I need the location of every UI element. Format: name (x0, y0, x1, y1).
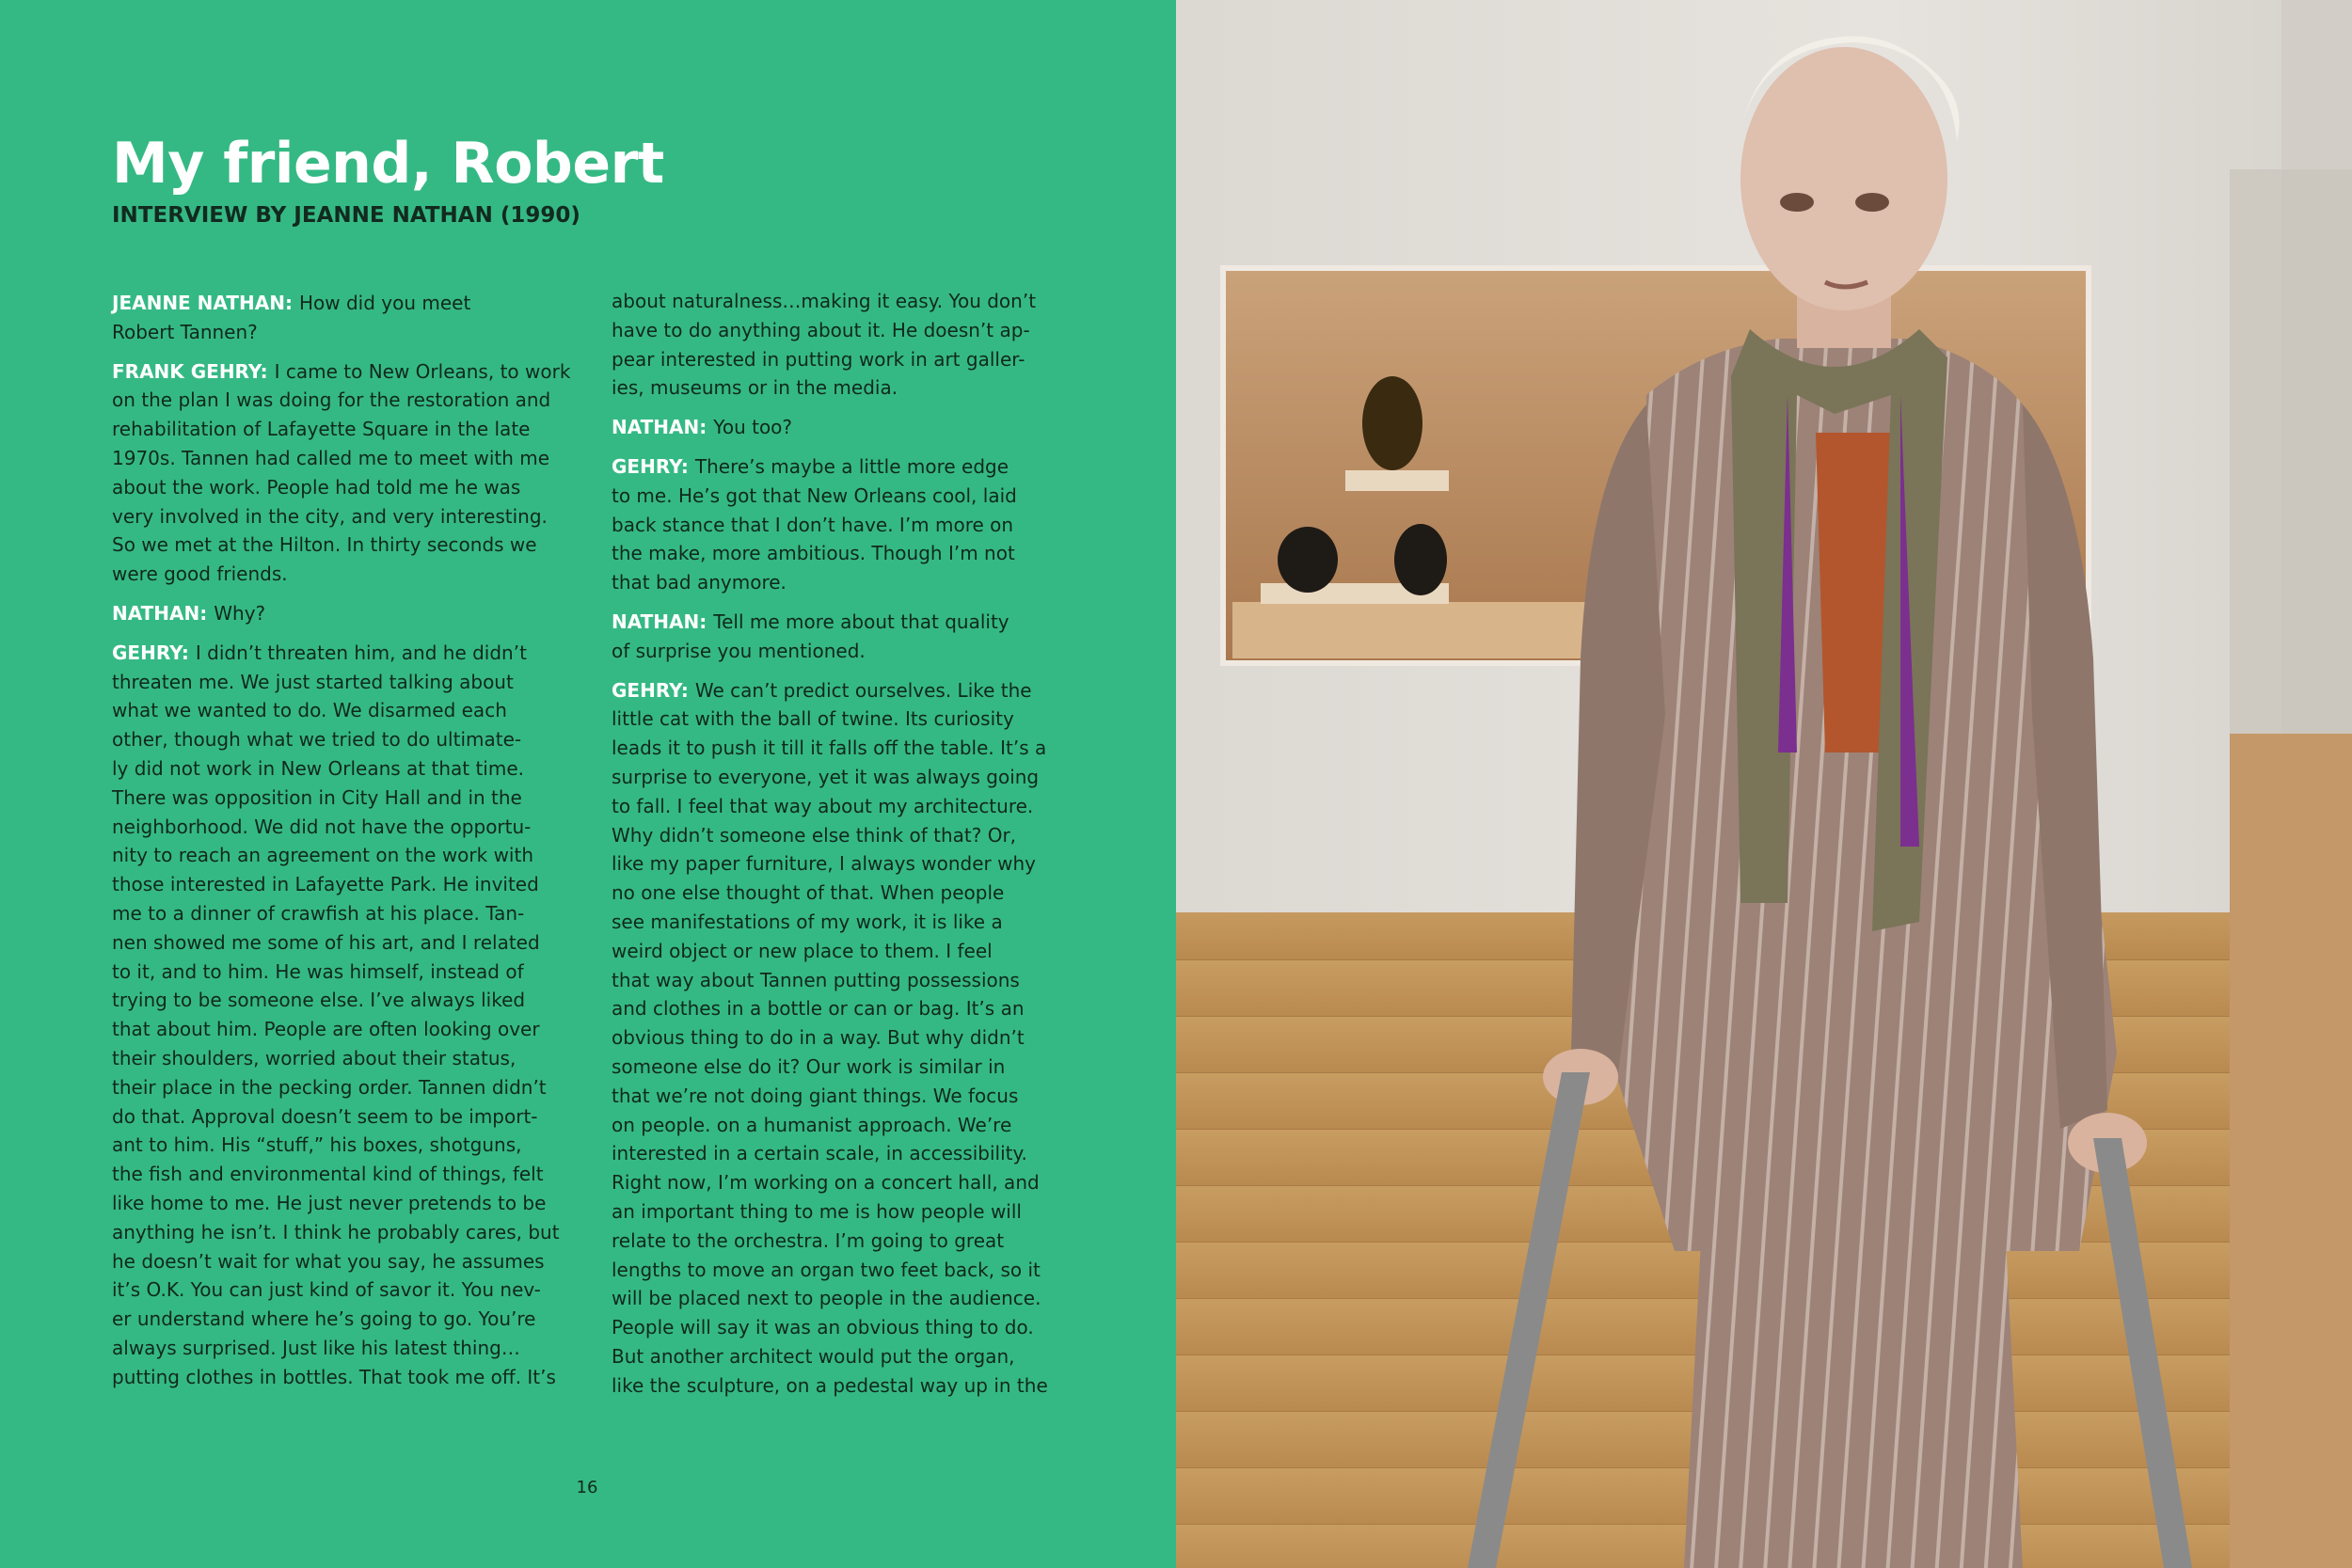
line-text: about naturalness…making it easy. You don’t (612, 290, 1037, 312)
text-line (112, 357, 571, 387)
interview-paragraph (112, 357, 571, 589)
text-line (112, 560, 564, 589)
speaker-label: FRANK GEHRY: (112, 359, 268, 383)
text-line (112, 986, 564, 1015)
text-line (612, 1082, 1063, 1111)
line-text: their shoulders, worried about their status, (112, 1046, 516, 1069)
text-line (612, 1284, 1063, 1313)
line-text: the fish and environmental kind of things, felt (112, 1163, 544, 1186)
text-line (612, 879, 1063, 908)
text-line (612, 373, 1063, 403)
line-text: me to a dinner of crawfish at his place. Tan- (112, 901, 525, 925)
line-text: on the plan I was doing for the restoration and (112, 388, 551, 412)
line-text: surprise to everyone, yet it was always going (612, 765, 1040, 788)
line-text: Why didn’t someone else think of that? Or, (612, 823, 1017, 847)
interview-paragraph (612, 452, 1063, 597)
text-line (112, 668, 564, 697)
text-line (612, 1227, 1063, 1256)
text-line (612, 966, 1063, 995)
line-text: those interested in Lafayette Park. He invited (112, 873, 539, 896)
line-text: other, though what we tried to do ultimate- (112, 728, 522, 752)
text-line (112, 1131, 564, 1160)
text-line (112, 1073, 564, 1102)
text-line (112, 1102, 564, 1132)
line-text: rehabilitation of Lafayette Square in the late (112, 418, 531, 441)
speaker-label: NATHAN: (612, 610, 707, 633)
text-line (612, 511, 1063, 540)
text-line (112, 444, 564, 473)
text-line (612, 849, 1063, 879)
line-text: How did you meet (298, 292, 471, 314)
text-line (112, 1305, 564, 1334)
line-text: it’s O.K. You can just kind of savor it. You nev- (112, 1278, 541, 1302)
line-text: no one else thought of that. When people (612, 881, 1005, 905)
speaker-label: GEHRY: (112, 641, 189, 664)
text-line (112, 1334, 564, 1363)
page-subtitle: INTERVIEW BY JEANNE NATHAN (1990) (112, 203, 580, 228)
text-line (612, 1111, 1063, 1140)
text-line (612, 482, 1063, 511)
line-text: of surprise you mentioned. (612, 639, 866, 662)
text-line (112, 725, 564, 754)
text-line (112, 784, 564, 813)
interview-paragraph (112, 599, 564, 628)
text-line (612, 413, 1063, 442)
interview-paragraph (612, 413, 1063, 442)
text-line (112, 899, 564, 928)
line-text: neighborhood. We did not have the opportu- (112, 815, 532, 838)
text-column-1 (112, 289, 571, 1402)
line-text: nity to reach an agreement on the work with (112, 844, 534, 867)
line-text: to it, and to him. He was himself, instead of (112, 959, 524, 983)
text-line (612, 1342, 1063, 1371)
line-text: Why? (214, 601, 266, 625)
line-text: But another architect would put the organ, (612, 1344, 1015, 1368)
text-column-2 (612, 287, 1063, 1410)
line-text: have to do anything about it. He doesn’t ap- (612, 318, 1030, 341)
line-text: an important thing to me is how people will (612, 1199, 1022, 1223)
line-text: ies, museums or in the media. (612, 376, 898, 400)
line-text: There was opposition in City Hall and in the (112, 785, 522, 809)
page-title: My friend, Robert (112, 131, 664, 197)
line-text: very involved in the city, and very interesting. (112, 504, 548, 528)
text-line (112, 318, 564, 347)
speaker-label: NATHAN: (612, 416, 707, 439)
line-text: back stance that I don’t have. I’m more on (612, 513, 1014, 536)
interview-paragraph (612, 287, 1063, 403)
text-line (612, 568, 1063, 597)
line-text: to me. He’s got that New Orleans cool, laid (612, 483, 1017, 507)
line-text: So we met at the Hilton. In thirty seconds we (112, 533, 537, 557)
text-line (612, 676, 1063, 705)
line-text: that way about Tannen putting possessions (612, 968, 1020, 991)
line-text: to fall. I feel that way about my architecture. (612, 794, 1034, 817)
text-line (612, 1371, 1063, 1401)
text-line (612, 792, 1063, 821)
text-line (112, 1275, 564, 1305)
text-line (112, 1015, 564, 1044)
line-text: nen showed me some of his art, and I related (112, 930, 540, 954)
text-line (612, 637, 1063, 666)
line-text: weird object or new place to them. I feel (612, 939, 993, 962)
line-text: relate to the orchestra. I’m going to great (612, 1228, 1005, 1252)
line-text: see manifestations of my work, it is like a (612, 910, 1003, 933)
text-line (112, 754, 564, 784)
text-line (612, 1197, 1063, 1227)
line-text: that about him. People are often looking over (112, 1018, 540, 1041)
text-line (112, 1218, 564, 1247)
line-text: trying to be someone else. I’ve always liked (112, 989, 526, 1012)
line-text: always surprised. Just like his latest thing… (112, 1336, 520, 1359)
interview-paragraph (112, 639, 564, 1392)
text-line (612, 705, 1063, 734)
page-number: 16 (576, 1478, 598, 1497)
text-line (612, 734, 1063, 763)
portrait-photo (1176, 0, 2352, 1568)
text-line (612, 287, 1063, 316)
line-text: Tell me more about that quality (713, 610, 1009, 633)
text-line (612, 1313, 1063, 1342)
line-text: and clothes in a bottle or can or bag. It’s an (612, 997, 1025, 1021)
text-line (612, 1139, 1063, 1168)
line-text: interested in a certain scale, in accessibility. (612, 1142, 1027, 1165)
speaker-label: GEHRY: (612, 678, 689, 702)
text-line (612, 345, 1063, 374)
text-line (112, 1247, 564, 1276)
text-line (612, 908, 1063, 937)
speaker-label: JEANNE NATHAN: (112, 292, 293, 314)
text-line (112, 502, 564, 531)
line-text: like my paper furniture, I always wonder why (612, 852, 1037, 876)
text-line (612, 763, 1063, 792)
line-text: ly did not work in New Orleans at that time. (112, 756, 524, 780)
text-line (112, 473, 564, 502)
text-line (112, 386, 564, 415)
line-text: anything he isn’t. I think he probably cares, but (112, 1220, 560, 1243)
text-line (112, 870, 564, 899)
line-text: ant to him. His “stuff,” his boxes, shotguns, (112, 1133, 522, 1157)
text-line (612, 821, 1063, 850)
line-text: leads it to push it till it falls off the table. It’s a (612, 736, 1047, 760)
text-line (112, 639, 564, 668)
line-text: I came to New Orleans, to work (274, 359, 571, 383)
speaker-label: NATHAN: (112, 601, 208, 625)
line-text: obvious thing to do in a way. But why didn’t (612, 1026, 1025, 1050)
line-text: er understand where he’s going to go. You’re (112, 1307, 536, 1331)
text-line (112, 289, 564, 318)
line-text: someone else do it? Our work is similar in (612, 1054, 1006, 1078)
line-text: People will say it was an obvious thing to do. (612, 1316, 1034, 1339)
line-text: what we wanted to do. We disarmed each (112, 699, 507, 722)
text-line (612, 1256, 1063, 1285)
text-line (112, 1363, 564, 1392)
text-line (612, 1023, 1063, 1053)
line-text: their place in the pecking order. Tannen didn’t (112, 1075, 547, 1099)
text-line (112, 841, 564, 870)
line-text: lengths to move an organ two feet back, so it (612, 1258, 1041, 1281)
line-text: about the work. People had told me he was (112, 475, 521, 499)
text-line (112, 958, 564, 987)
text-line (612, 539, 1063, 568)
text-line (112, 1044, 564, 1073)
line-text: Robert Tannen? (112, 320, 258, 343)
line-text: will be placed next to people in the audience. (612, 1287, 1041, 1310)
line-text: were good friends. (112, 562, 288, 586)
line-text: like the sculpture, on a pedestal way up in the (612, 1373, 1048, 1397)
interview-paragraph (612, 608, 1063, 666)
line-text: that bad anymore. (612, 571, 787, 594)
interview-paragraph (112, 289, 564, 347)
line-text: There’s maybe a little more edge (694, 454, 1009, 478)
line-text: putting clothes in bottles. That took me off. It’s (112, 1365, 556, 1388)
text-line (112, 696, 564, 725)
interview-paragraph (612, 676, 1063, 1401)
line-text: little cat with the ball of twine. Its curiosity (612, 707, 1014, 731)
text-line (612, 608, 1063, 637)
text-line (612, 452, 1063, 482)
text-line (612, 316, 1063, 345)
text-line (112, 1160, 564, 1189)
line-text: 1970s. Tannen had called me to meet with me (112, 446, 550, 469)
line-text: on people. on a humanist approach. We’re (612, 1113, 1012, 1136)
text-line (112, 1189, 564, 1218)
line-text: like home to me. He just never pretends to be (112, 1191, 547, 1214)
line-text: he doesn’t wait for what you say, he assumes (112, 1249, 545, 1273)
text-line (612, 937, 1063, 966)
text-line (612, 994, 1063, 1023)
text-line (112, 813, 564, 842)
line-text: the make, more ambitious. Though I’m not (612, 542, 1015, 565)
text-line (112, 415, 564, 444)
line-text: You too? (713, 416, 793, 439)
line-text: do that. Approval doesn’t seem to be import- (112, 1104, 538, 1128)
text-line (112, 599, 564, 628)
line-text: Right now, I’m working on a concert hall, and (612, 1171, 1040, 1195)
line-text: that we’re not doing giant things. We focus (612, 1084, 1019, 1107)
text-line (112, 531, 564, 560)
text-line (612, 1168, 1063, 1197)
text-line (112, 928, 564, 958)
line-text: pear interested in putting work in art galler- (612, 347, 1025, 371)
line-text: I didn’t threaten him, and he didn’t (195, 641, 527, 664)
line-text: threaten me. We just started talking about (112, 670, 514, 693)
text-line (612, 1053, 1063, 1082)
speaker-label: GEHRY: (612, 454, 689, 478)
line-text: We can’t predict ourselves. Like the (694, 678, 1032, 702)
